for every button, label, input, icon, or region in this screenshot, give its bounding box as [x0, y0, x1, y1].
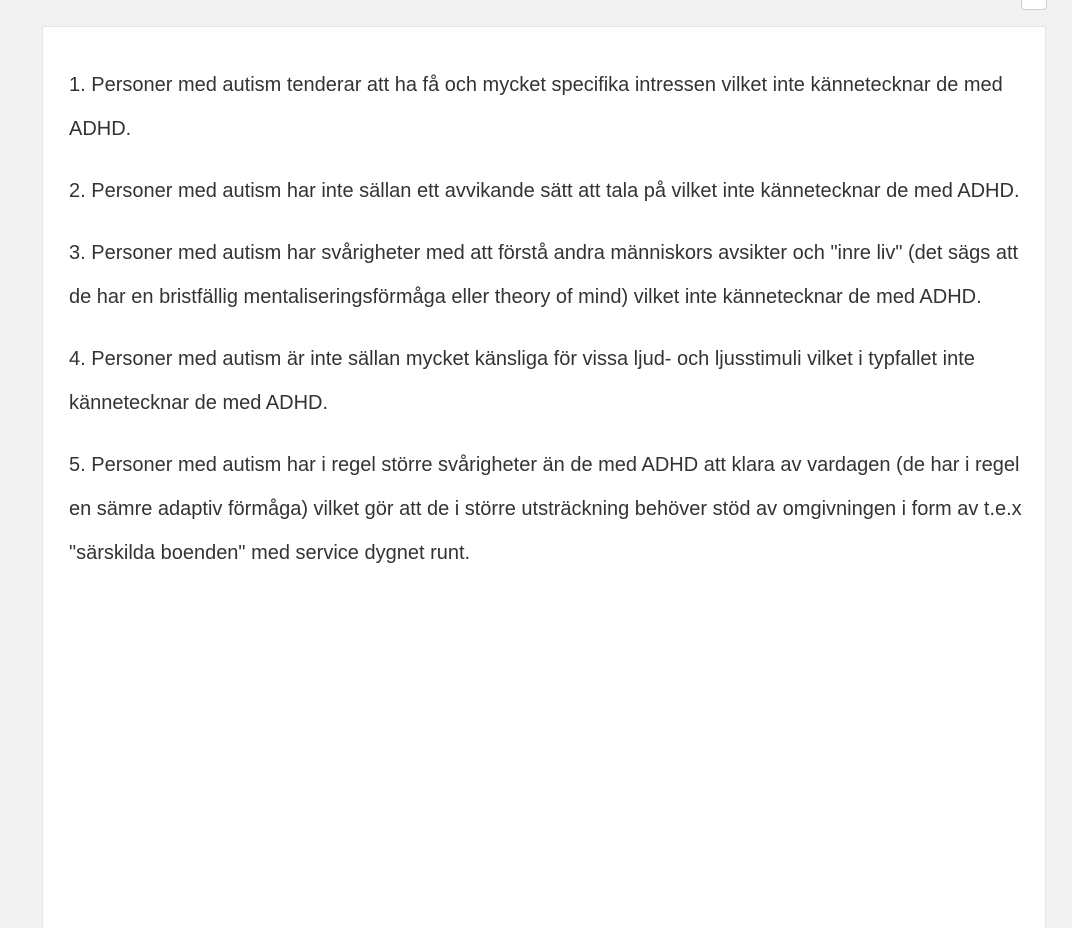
paragraph-4: 4. Personer med autism är inte sällan mycket känsliga för vissa ljud- och ljusstimuli vilket i typfallet inte kännetecknar de med ADHD. — [69, 348, 975, 414]
paragraph-1: 1. Personer med autism tenderar att ha få och mycket specifika intressen vilket inte kännetecknar de med ADHD. — [69, 74, 1003, 140]
paragraph-5: 5. Personer med autism har i regel större svårigheter än de med ADHD att klara av vardagen (de har i regel en sämre adaptiv förmåga) vilket gör att de i större utsträckning behöver stöd av omgivningen i form av t.e.x "särskilda boenden" med service dygnet runt. — [69, 454, 1022, 564]
paragraph-list — [69, 63, 1024, 593]
corner-control[interactable] — [1021, 0, 1047, 10]
paragraph-2: 2. Personer med autism har inte sällan ett avvikande sätt att tala på vilket inte kännetecknar de med ADHD. — [69, 180, 1020, 202]
paragraph-3: 3. Personer med autism har svårigheter med att förstå andra människors avsikter och "inre liv" (det sägs att de har en bristfällig mentaliseringsförmåga eller theory of mind) vilket inte kännetecknar de med ADHD. — [69, 242, 1019, 308]
left-gutter — [0, 0, 12, 928]
content-panel — [42, 26, 1046, 928]
